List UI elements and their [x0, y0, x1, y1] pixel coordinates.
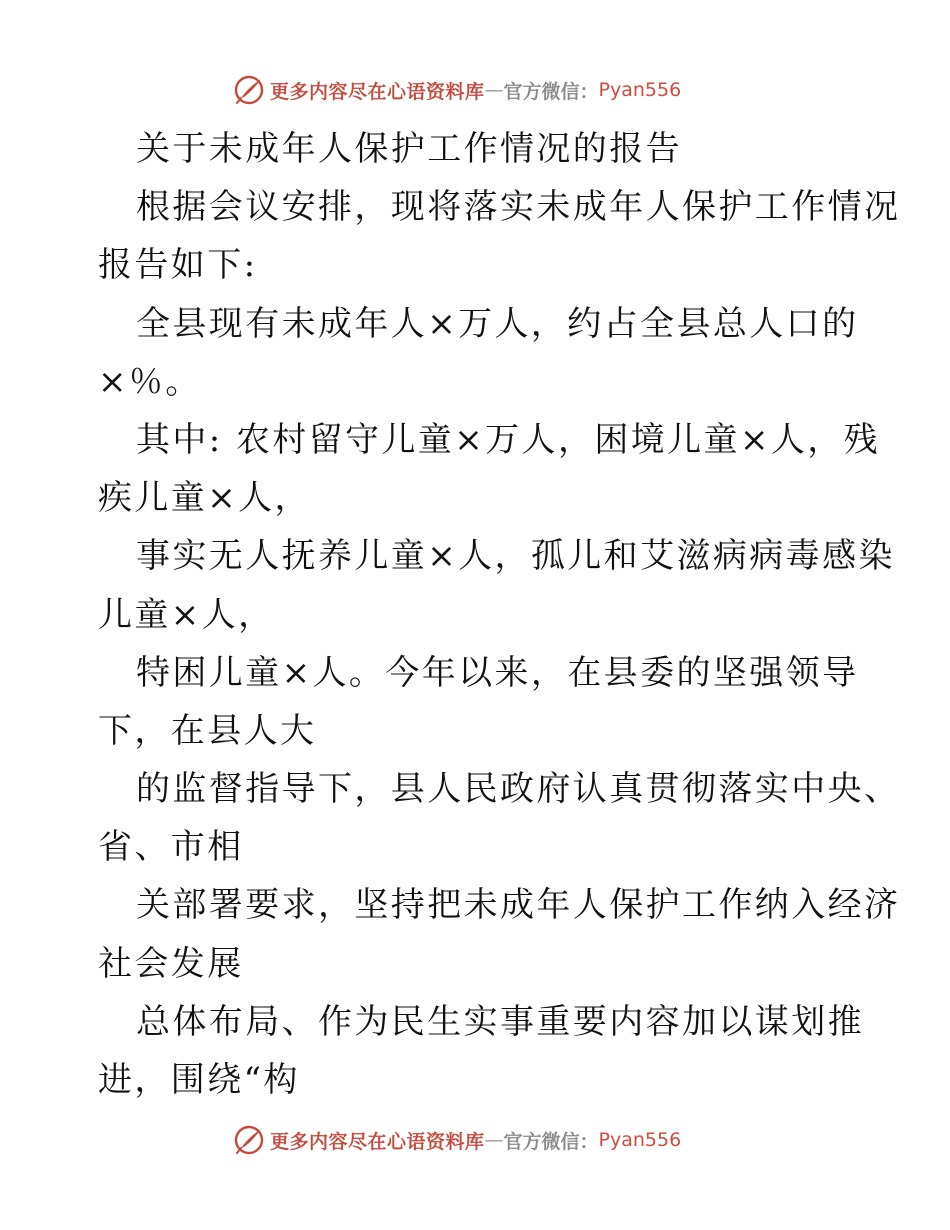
- paragraph-line: 儿童×人，: [98, 594, 275, 635]
- paragraph-line: 根据会议安排，现将落实未成年人保护工作情况: [136, 187, 901, 228]
- paragraph-line: 进，围绕“构: [98, 1060, 300, 1100]
- paragraph-line: 下，在县人大: [98, 710, 317, 751]
- paragraph-line: 社会发展: [98, 943, 244, 984]
- paragraph-line: 报告如下:: [98, 245, 258, 286]
- watermark-wechat-id: Pyan556: [598, 79, 682, 101]
- paragraph-line: 省、市相: [98, 827, 244, 868]
- quill-logo-icon: [232, 1123, 266, 1157]
- paragraph-line: 全县现有未成年人×万人，约占全县总人口的: [136, 303, 859, 344]
- watermark-wechat-label: 官方微信：: [503, 1130, 599, 1153]
- watermark-wechat-id: Pyan556: [598, 1129, 682, 1151]
- paragraph-line: ×％。: [98, 361, 202, 402]
- watermark-footer: [232, 1122, 681, 1158]
- paragraph-line: 的监督指导下，县人民政府认真贯彻落实中央、: [136, 769, 901, 810]
- paragraph-line: 关部署要求，坚持把未成年人保护工作纳入经济: [136, 885, 901, 926]
- document-body: [98, 120, 901, 1109]
- watermark-header: [232, 72, 681, 108]
- paragraph-line: 其中: 农村留守儿童×万人，困境儿童×人，残: [136, 419, 881, 460]
- paragraph-line: 总体布局、作为民生实事重要内容加以谋划推: [136, 1001, 864, 1042]
- paragraph-line: 特困儿童×人。今年以来，在县委的坚强领导: [136, 652, 859, 693]
- paragraph-line: 疾儿童×人，: [98, 478, 311, 519]
- document-title: 关于未成年人保护工作情况的报告: [136, 129, 682, 169]
- watermark-separator: —: [484, 1129, 504, 1151]
- watermark-brand-text: 更多内容尽在心语资料库: [270, 80, 485, 103]
- watermark-separator: —: [484, 79, 504, 101]
- quill-logo-icon: [232, 73, 266, 107]
- paragraph-line: 事实无人抚养儿童×人，孤儿和艾滋病病毒感染: [136, 536, 895, 577]
- watermark-wechat-label: 官方微信：: [503, 80, 599, 103]
- watermark-brand-text: 更多内容尽在心语资料库: [270, 1130, 485, 1153]
